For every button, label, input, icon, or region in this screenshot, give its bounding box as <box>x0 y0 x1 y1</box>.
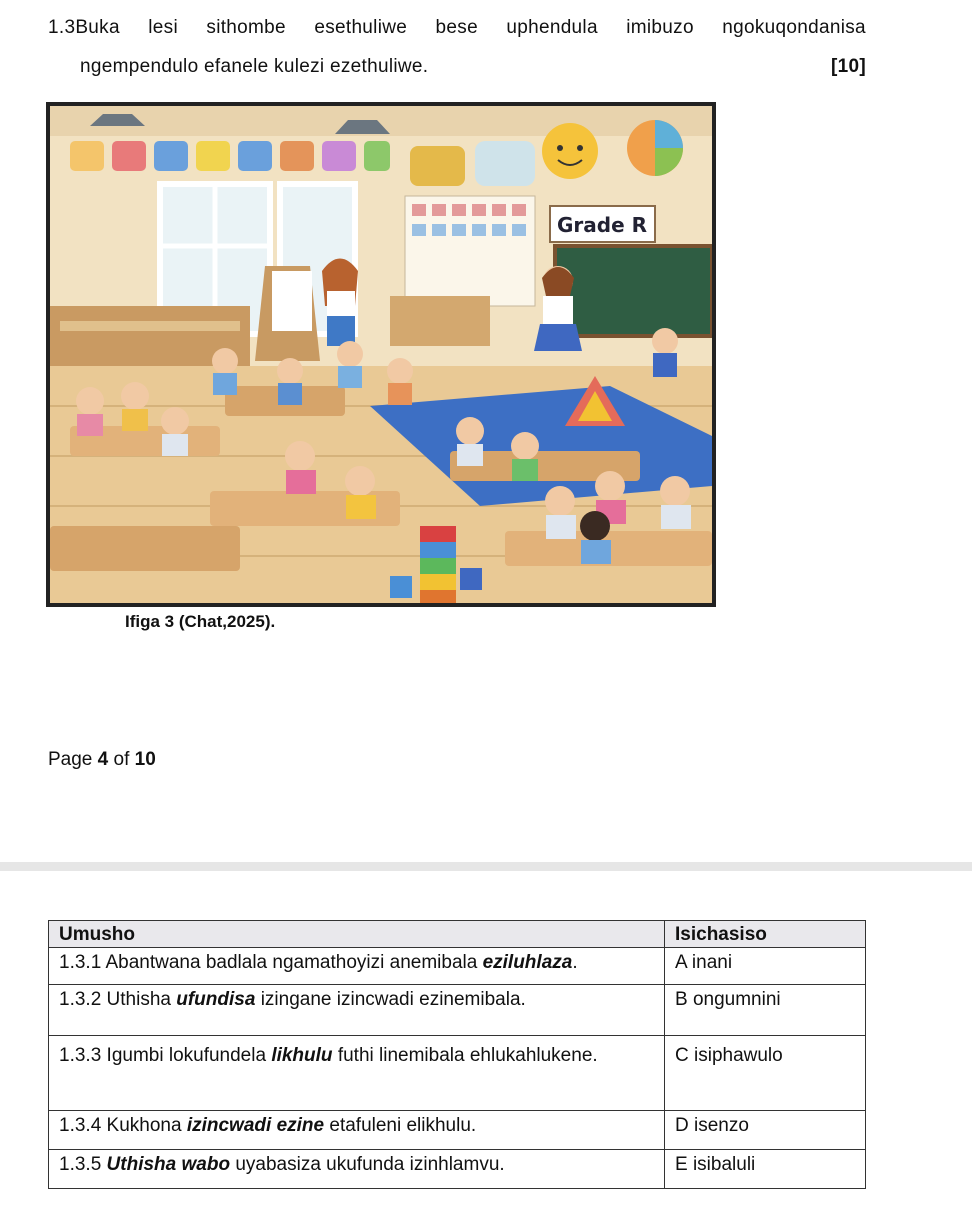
page-divider <box>0 862 972 871</box>
description-cell: C isiphawulo <box>665 1036 866 1111</box>
question-line-2 <box>80 56 866 78</box>
table-row <box>49 1036 866 1111</box>
description-cell: B ongumnini <box>665 985 866 1036</box>
question-word: lesi <box>148 17 178 38</box>
classroom-illustration <box>46 102 716 607</box>
question-word: bese <box>435 17 478 38</box>
question-word: imibuzo <box>626 17 694 38</box>
question-line-1 <box>48 17 866 39</box>
table-row <box>49 1111 866 1150</box>
question-number-and-word: 1.3Buka <box>48 17 120 38</box>
description-cell: A inani <box>665 948 866 985</box>
sentence-cell: 1.3.2 Uthisha ufundisa izingane izincwadi ezinemibala. <box>49 985 665 1036</box>
question-marks: [10] <box>831 56 866 77</box>
question-word: uphendula <box>506 17 598 38</box>
matching-table <box>48 920 866 1189</box>
description-cell: D isenzo <box>665 1111 866 1150</box>
sentence-cell: 1.3.5 Uthisha wabo uyabasiza ukufunda izinhlamvu. <box>49 1150 665 1189</box>
sentence-cell: 1.3.3 Igumbi lokufundela likhulu futhi linemibala ehlukahlukene. <box>49 1036 665 1111</box>
question-text: ngempendulo efanele kulezi ezethuliwe. <box>80 56 429 77</box>
column-header-umusho: Umusho <box>49 921 665 948</box>
question-word: esethuliwe <box>314 17 408 38</box>
sentence-cell: 1.3.1 Abantwana badlala ngamathoyizi anemibala eziluhlaza. <box>49 948 665 985</box>
table-row <box>49 1150 866 1189</box>
table-row <box>49 985 866 1036</box>
page-number: Page 4 of 10 <box>48 749 156 770</box>
figure-caption: Ifiga 3 (Chat,2025). <box>125 612 276 631</box>
question-word: ngokuqondanisa <box>722 17 866 38</box>
column-header-isichasiso: Isichasiso <box>665 921 866 948</box>
sentence-cell: 1.3.4 Kukhona izincwadi ezine etafuleni elikhulu. <box>49 1111 665 1150</box>
description-cell: E isibaluli <box>665 1150 866 1189</box>
table-row <box>49 948 866 985</box>
table-header-row <box>49 921 866 948</box>
grade-r-sign: Grade R <box>556 213 648 237</box>
question-word: sithombe <box>206 17 286 38</box>
